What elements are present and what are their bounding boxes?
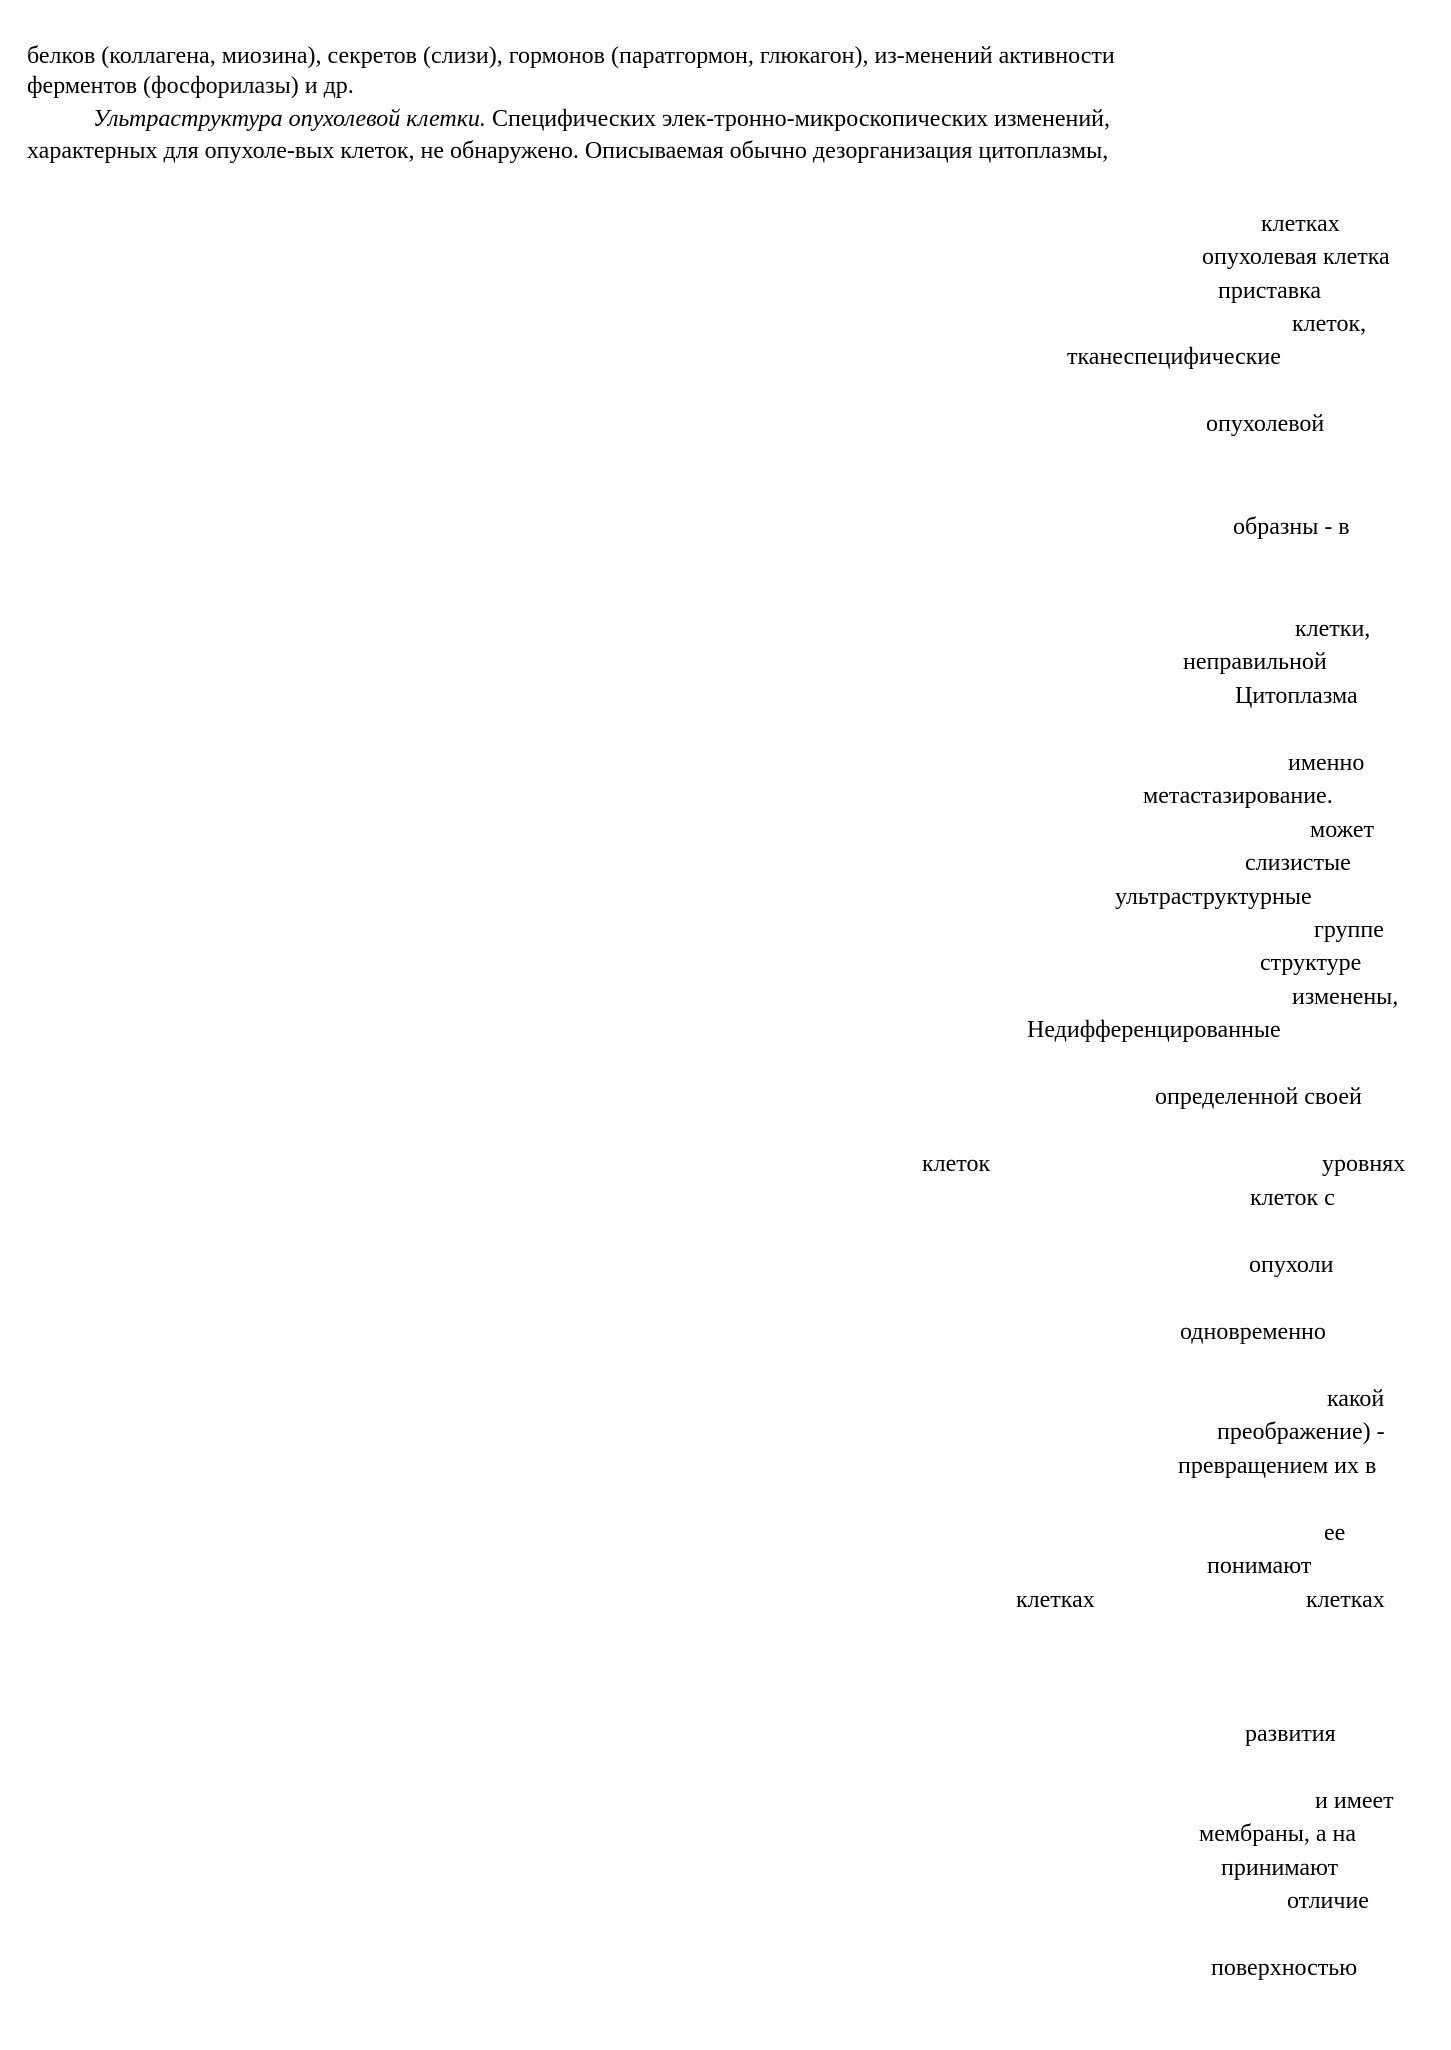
paragraph-1-line-2: ферментов (фосфорилазы) и др. [27, 73, 354, 99]
paragraph-2-heading: Ультраструктура опухолевой клетки. [93, 106, 486, 132]
text-fragment: клетках [1016, 1587, 1095, 1613]
text-fragment: образны - в [1233, 514, 1350, 540]
text-fragment: одновременно [1180, 1319, 1326, 1345]
text-fragment: именно [1288, 750, 1365, 776]
text-fragment: Цитоплазма [1235, 683, 1358, 709]
text-fragment: ее [1324, 1520, 1346, 1546]
text-fragment: клетках [1261, 211, 1340, 237]
text-fragment: слизистые [1245, 850, 1351, 876]
text-fragment: неправильной [1183, 649, 1327, 675]
text-fragment: мембраны, а на [1199, 1821, 1357, 1847]
text-fragment: опухоли [1249, 1252, 1334, 1278]
text-fragment: клеток [922, 1151, 991, 1177]
text-fragment: тканеспецифические [1067, 344, 1281, 370]
text-fragment: превращением их в [1178, 1453, 1377, 1479]
text-fragment: преображение) - [1217, 1419, 1385, 1445]
text-fragment: опухолевой [1206, 411, 1325, 437]
text-fragment: определенной своей [1155, 1084, 1362, 1110]
paragraph-1-line-1: белков (коллагена, миозина), секретов (слизи), гормонов (паратгормон, глюкагон), из-менений активности [27, 43, 1115, 69]
text-fragment: развития [1245, 1721, 1336, 1747]
text-fragment: опухолевая клетка [1202, 244, 1390, 270]
text-fragment: Недифференцированные [1027, 1017, 1281, 1043]
text-fragment: и имеет [1315, 1788, 1394, 1814]
paragraph-2-line-1 [93, 104, 1110, 134]
text-fragment: отличие [1287, 1888, 1369, 1914]
text-fragment: структуре [1260, 950, 1362, 976]
paragraph-2-line-1-text: Специфических элек-тронно-микроскопических изменений, [485, 106, 1111, 132]
text-fragment: клетках [1306, 1587, 1385, 1613]
text-fragment: клеток с [1250, 1185, 1335, 1211]
text-fragment: метастазирование. [1143, 783, 1333, 809]
text-fragment: какой [1327, 1386, 1385, 1412]
text-fragment: принимают [1221, 1855, 1339, 1881]
text-fragment: может [1310, 817, 1374, 843]
text-fragment: изменены, [1292, 984, 1399, 1010]
text-fragment: поверхностью [1211, 1955, 1358, 1981]
text-fragment: группе [1314, 917, 1384, 943]
text-fragment: понимают [1207, 1553, 1312, 1579]
text-fragment: уровнях [1322, 1151, 1406, 1177]
paragraph-2-line-2: характерных для опухоле-вых клеток, не обнаружено. Описываемая обычно дезорганизация цитоплазмы, [27, 138, 1109, 164]
text-fragment: клеток, [1292, 311, 1367, 337]
text-fragment: приставка [1218, 278, 1322, 304]
text-fragment: клетки, [1295, 616, 1371, 642]
text-fragment: ультраструктурные [1115, 884, 1312, 910]
